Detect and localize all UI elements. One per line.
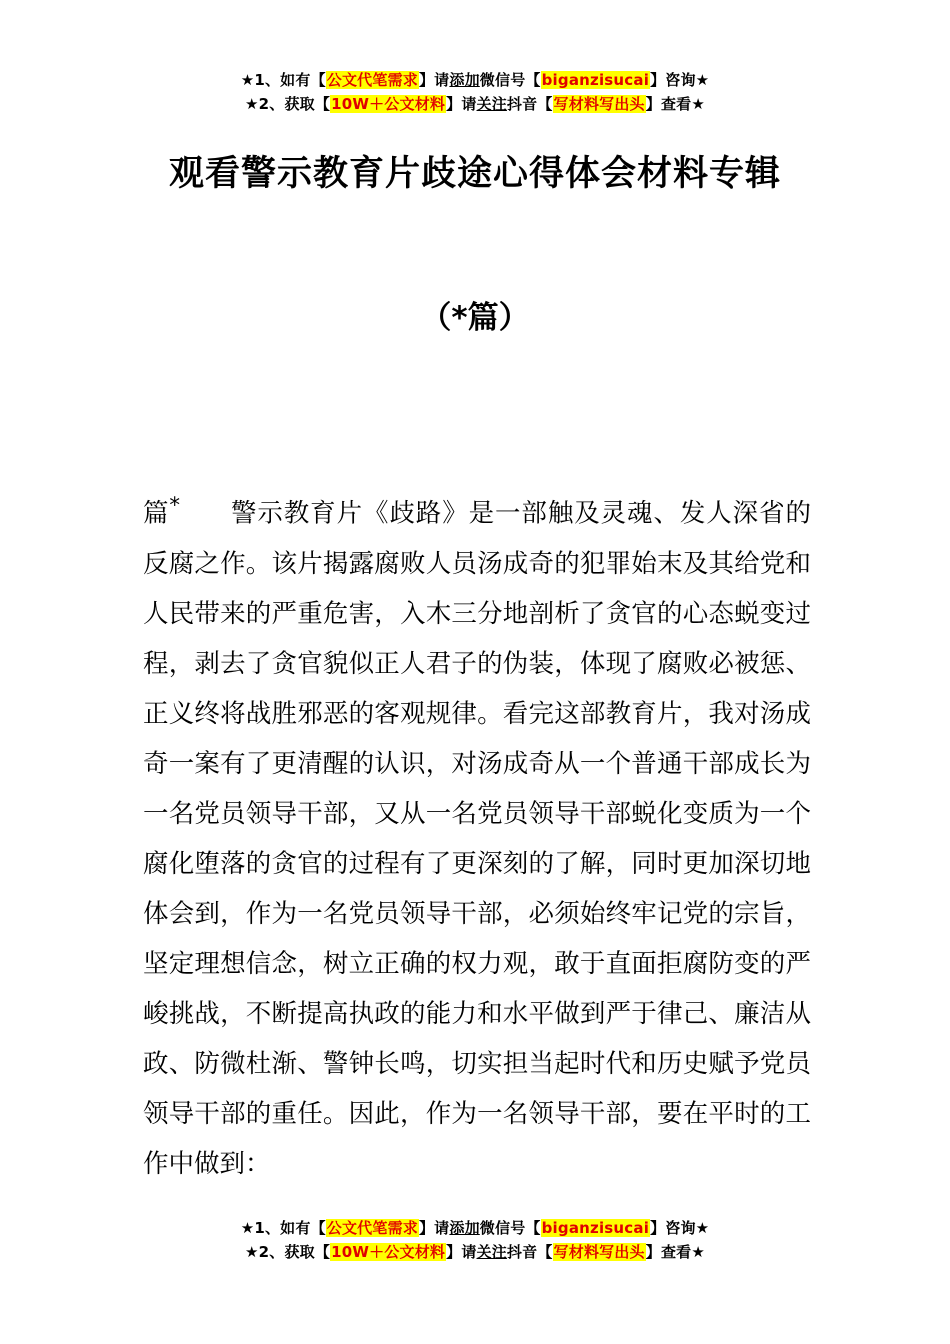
promo-underlined: 添加 (449, 1219, 480, 1237)
promo-line-1 (0, 1216, 950, 1240)
promo-highlight: 10W＋公文材料 (331, 95, 446, 113)
promo-line-2 (0, 92, 950, 116)
promo-text: 】请 (418, 1219, 450, 1237)
document-subtitle: （*篇） (420, 300, 530, 336)
promo-text: 】查看★ (645, 1243, 705, 1261)
promo-text: ★2、获取【 (245, 1243, 331, 1261)
promo-text: ★1、如有【 (240, 1219, 326, 1237)
promo-text: 微信号【 (479, 71, 541, 89)
promo-text: ★2、获取【 (245, 95, 331, 113)
promo-highlight: biganzisucai (541, 71, 650, 89)
promo-text: 】查看★ (645, 95, 705, 113)
promo-highlight: 公文代笔需求 (326, 1219, 418, 1237)
promo-line-1 (0, 68, 950, 92)
promo-line-2 (0, 1240, 950, 1264)
promo-text: 抖音【 (506, 95, 553, 113)
promo-text: 】请 (446, 1243, 477, 1261)
promo-highlight: 写材料写出头 (553, 95, 645, 113)
document-title: 观看警示教育片歧途心得体会材料专辑 (168, 154, 781, 194)
promo-text: 】咨询★ (650, 1219, 710, 1237)
promo-underlined: 关注 (476, 1243, 507, 1261)
promo-highlight: 写材料写出头 (553, 1243, 645, 1261)
header-promo (0, 68, 950, 116)
promo-text: ★1、如有【 (240, 71, 326, 89)
paragraph-text: 警示教育片《歧路》是一部触及灵魂、发人深省的反腐之作。该片揭露腐败人员汤成奇的犯罪始末及其给党和人民带来的严重危害，入木三分地剖析了贪官的心态蜕变过程，剥去了贪官貌似正人君子的伪装，体现了腐败必被惩、正义终将战胜邪恶的客观规律。看完这部教育片，我对汤成奇一案有了更清醒的认识，对汤成奇从一个普通干部成长为一名党员领导干部，又从一名党员领导干部蜕化变质为一个腐化堕落的贪官的过程有了更深刻的了解，同时更加深切地体会到，作为一名党员领导干部，必须始终牢记党的宗旨，坚定理想信念，树立正确的权力观，敢于直面拒腐防变的严峻挑战，不断提高执政的能力和水平做到严于律己、廉洁从政、防微杜渐、警钟长鸣，切实担当起时代和历史赋予党员领导干部的重任。因此，作为一名领导干部，要在平时的工作中做到： (143, 498, 811, 1179)
lead-label: 篇 (143, 498, 170, 529)
promo-text: 】请 (418, 71, 450, 89)
lead-mark: * (169, 493, 181, 518)
promo-highlight: 10W＋公文材料 (331, 1243, 446, 1261)
promo-text: 】咨询★ (650, 71, 710, 89)
promo-text: 微信号【 (479, 1219, 541, 1237)
promo-underlined: 添加 (449, 71, 480, 89)
footer-promo (0, 1216, 950, 1264)
body-paragraph (143, 481, 811, 1189)
promo-text: 抖音【 (506, 1243, 553, 1261)
promo-highlight: 公文代笔需求 (326, 71, 418, 89)
promo-text: 】请 (446, 95, 477, 113)
promo-highlight: biganzisucai (541, 1219, 650, 1237)
promo-underlined: 关注 (476, 95, 507, 113)
